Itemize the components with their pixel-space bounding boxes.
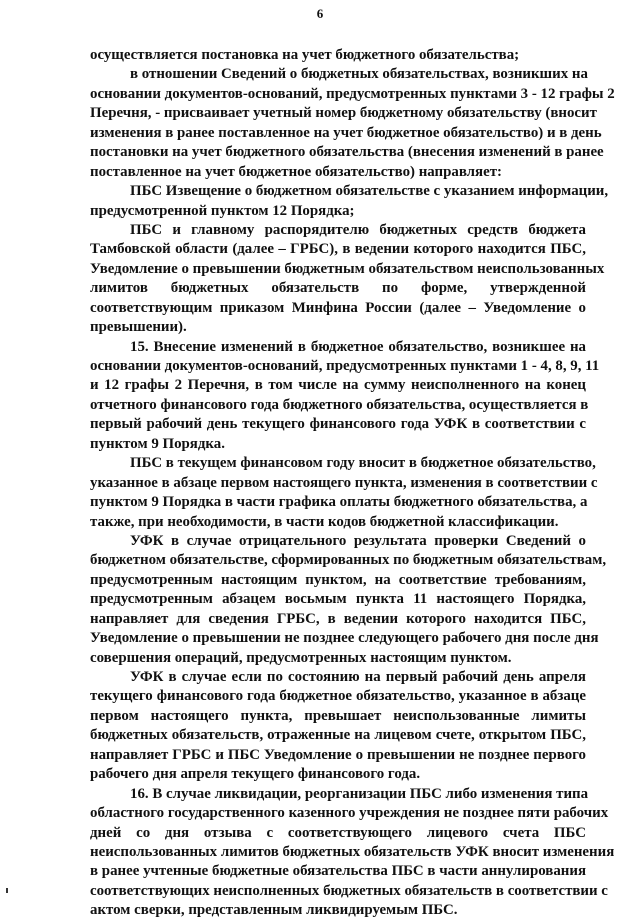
text-line: текущего финансового года бюджетное обязательство, указанное в абзаце xyxy=(90,688,586,705)
text-line: основании документов-оснований, предусмотренных пунктами 1 - 4, 8, 9, 11 xyxy=(90,358,600,374)
text-line: отчетного финансового года бюджетного обязательства, осуществляется в xyxy=(90,396,589,413)
scan-margin-mark xyxy=(6,888,8,893)
text-line: Уведомление о превышении не позднее следующего рабочего дня после дня xyxy=(90,630,599,647)
text-line: пунктом 9 Порядка. xyxy=(90,435,225,452)
text-line: поставленное на учет бюджетное обязательство) направляет: xyxy=(90,163,502,180)
text-line: Тамбовской области (далее – ГРБС), в ведении которого находится ПБС, xyxy=(90,241,586,258)
text-line: актом сверки, представленным ликвидируемым ПБС. xyxy=(90,902,458,919)
text-line: предусмотренным абзацем восьмым пункта 11 настоящего Порядка, xyxy=(90,591,586,608)
text-line: изменения в ранее поставленное на учет бюджетное обязательство) и в день xyxy=(90,124,602,141)
text-line: Перечня, - присваивает учетный номер бюджетному обязательству (вносит xyxy=(90,105,597,122)
text-line: предусмотренной пунктом 12 Порядка; xyxy=(90,202,355,219)
text-line: совершения операций, предусмотренных настоящим пунктом. xyxy=(90,649,512,666)
text-line: и 12 графы 2 Перечня, в том числе на сумму неисполненного на конец xyxy=(90,377,586,394)
text-line: неиспользованных лимитов бюджетных обязательств УФК вносит изменения xyxy=(90,843,615,860)
text-line: осуществляется постановка на учет бюджетного обязательства; xyxy=(90,47,520,63)
text-line: ПБС и главному распорядителю бюджетных средств бюджета xyxy=(130,221,586,238)
text-line: в отношении Сведений о бюджетных обязательствах, возникших на xyxy=(130,66,588,83)
text-line: рабочего дня апреля текущего финансового года. xyxy=(90,766,421,783)
text-line: пунктом 9 Порядка в части графика оплаты бюджетного обязательства, а xyxy=(90,494,588,511)
text-line: ПБС Извещение о бюджетном обязательстве с указанием информации, xyxy=(130,183,609,200)
text-line: областного государственного казенного учреждения не позднее пяти рабочих xyxy=(90,805,609,822)
text-line: направляет ГРБС и ПБС Уведомление о превышении не позднее первого xyxy=(90,746,586,763)
text-line: 15. Внесение изменений в бюджетное обязательство, возникшее на xyxy=(130,338,586,355)
text-line: бюджетных обязательств, отраженные на лицевом счете, открытом ПБС, xyxy=(90,727,586,744)
text-line: УФК в случае отрицательного результата проверки Сведений о xyxy=(130,532,586,549)
text-line: также, при необходимости, в части кодов бюджетной классификации. xyxy=(90,513,559,530)
text-line: первом настоящего пункта, превышает неиспользованные лимиты xyxy=(90,707,586,724)
text-line: 16. В случае ликвидации, реорганизации ПБС либо изменения типа xyxy=(130,785,589,802)
text-line: соответствующих неисполненных бюджетных обязательств в соответствии с xyxy=(90,882,608,899)
text-line: ПБС в текущем финансовом году вносит в бюджетное обязательство, xyxy=(130,455,596,472)
text-line: превышении). xyxy=(90,319,187,336)
text-line: УФК в случае если по состоянию на первый рабочий день апреля xyxy=(130,669,586,685)
text-line: направляет для сведения ГРБС, в ведении которого находится ПБС, xyxy=(90,610,586,627)
text-line: в ранее учтенные бюджетные обязательства ПБС в части аннулирования xyxy=(90,863,586,880)
text-line: дней со дня отзыва с соответствующего лицевого счета ПБС xyxy=(90,824,586,841)
text-line: соответствующим приказом Минфина России (далее – Уведомление о xyxy=(90,299,586,316)
text-line: постановки на учет бюджетного обязательства (внесения изменений в ранее xyxy=(90,144,604,161)
text-line: указанное в абзаце первом настоящего пункта, изменения в соответствии с xyxy=(90,474,598,491)
text-line: Уведомление о превышении бюджетным обязательством неиспользованных xyxy=(90,260,605,277)
text-line: основании документов-оснований, предусмотренных пунктами 3 - 12 графы 2 xyxy=(90,85,615,102)
text-line: бюджетном обязательстве, сформированных по бюджетным обязательствам, xyxy=(90,552,607,569)
text-line: лимитов бюджетных обязательств по форме, утвержденной xyxy=(90,280,586,297)
document-body xyxy=(90,46,615,921)
text-line: предусмотренным настоящим пунктом, на соответствие требованиям, xyxy=(90,571,586,588)
page-number: 6 xyxy=(316,6,324,21)
text-line: первый рабочий день текущего финансового года УФК в соответствии с xyxy=(90,416,586,433)
